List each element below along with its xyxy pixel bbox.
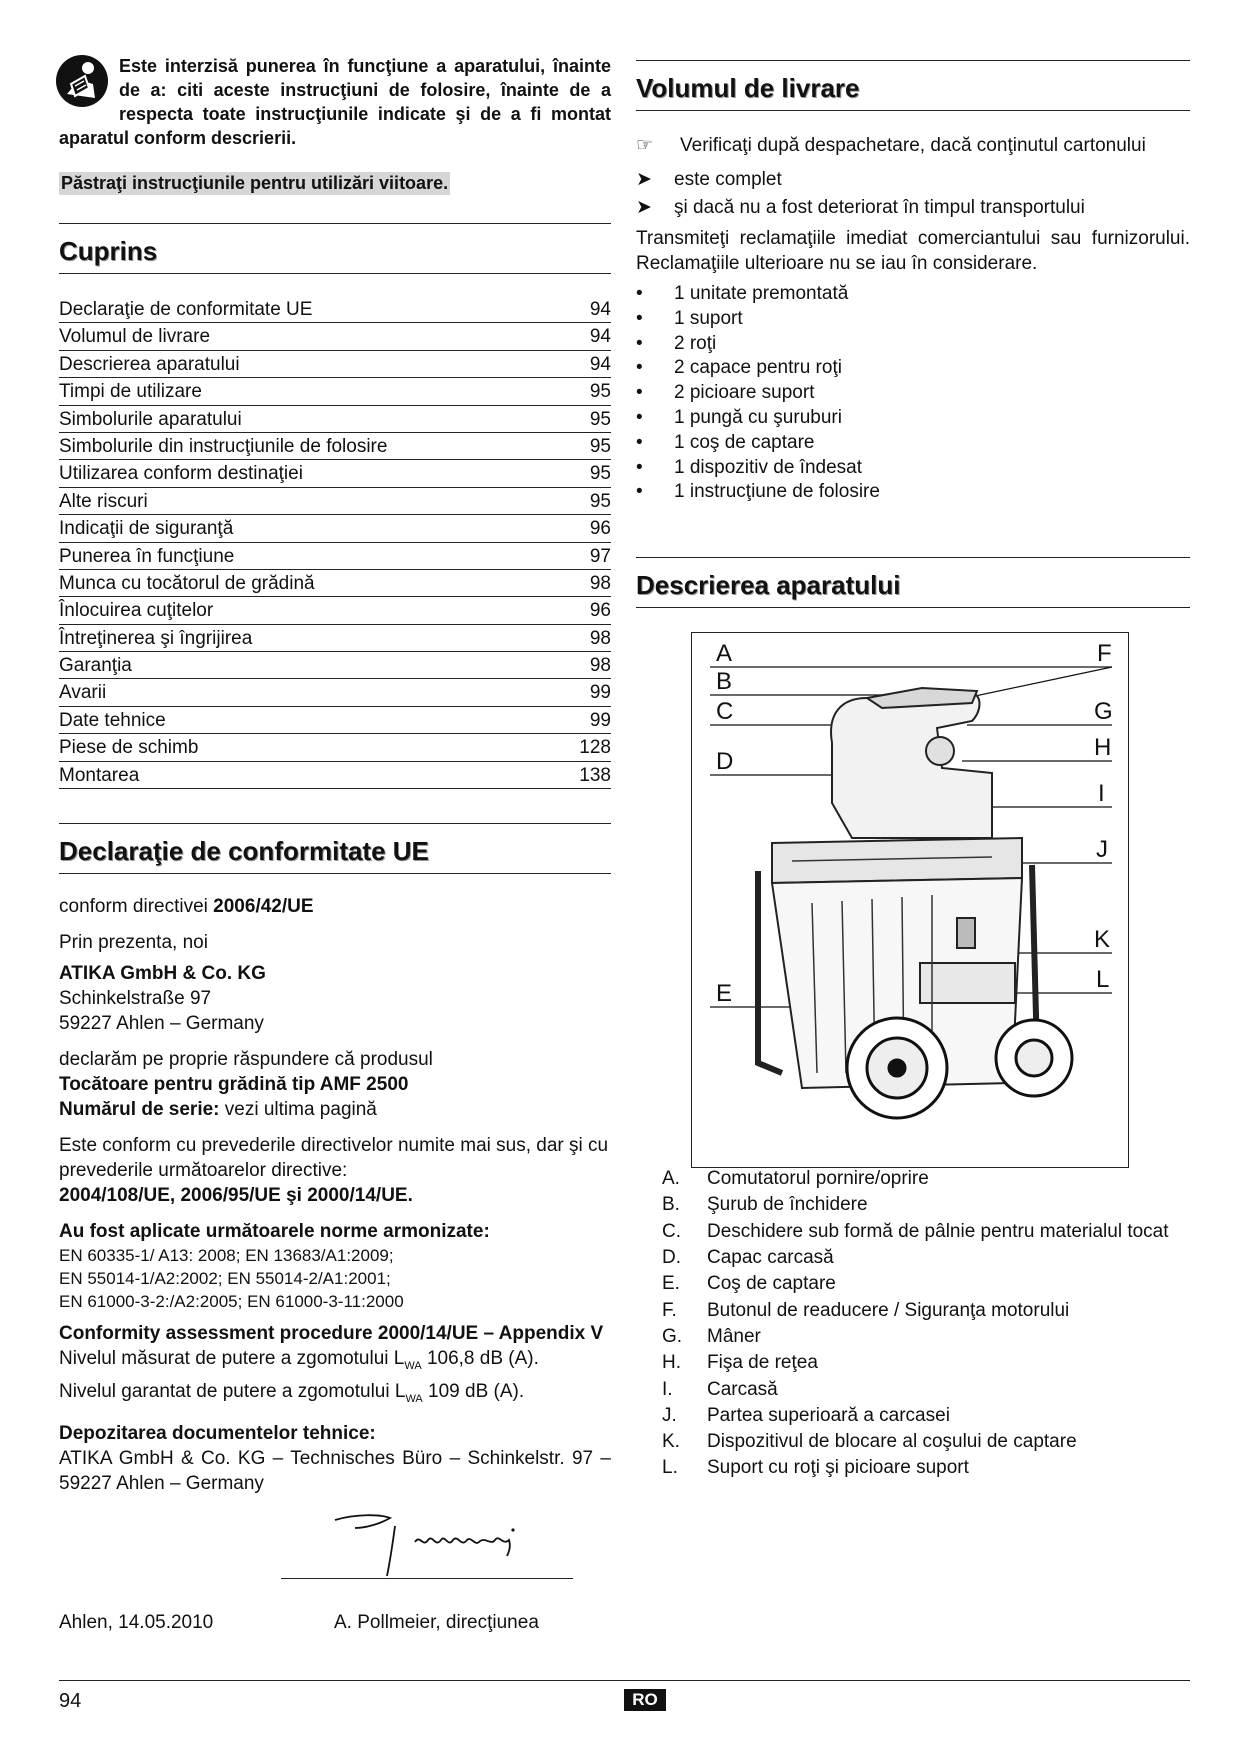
legend-item (662, 1350, 1190, 1376)
toc-row (59, 351, 611, 378)
toc-label: Utilizarea conform destinaţiei (59, 463, 303, 485)
delivery-checks (636, 166, 1190, 222)
delivery-item-text: 1 suport (674, 307, 743, 329)
page-number: 94 (59, 1690, 82, 1712)
diagram-label-f: F (1097, 640, 1112, 668)
delivery-item (636, 456, 1190, 481)
delivery-item-text: 1 pungă cu şuruburi (674, 406, 842, 428)
diagram-label-c: C (716, 698, 734, 726)
legend-item (662, 1192, 1190, 1218)
measured-noise (59, 1346, 611, 1379)
delivery-item-text: 1 dispozitiv de îndesat (674, 456, 863, 478)
toc-label: Garanţia (59, 655, 132, 677)
toc-row (59, 296, 611, 323)
legend-letter: G. (662, 1325, 683, 1347)
toc-page: 95 (589, 435, 611, 457)
read-manual-icon (55, 54, 109, 108)
complaints-text: Transmiteţi reclamaţiile imediat comerciantului sau furnizorului. Reclamaţiile ulterioare nu se iau în considerare. (636, 228, 1190, 274)
serial-line (59, 1097, 611, 1122)
signature-image (295, 1506, 595, 1586)
measured-prefix: Nivelul măsurat de putere a zgomotului L (59, 1348, 405, 1370)
toc-row (59, 378, 611, 405)
toc-row (59, 625, 611, 652)
delivery-item (636, 307, 1190, 332)
toc-label: Declaraţie de conformitate UE (59, 299, 313, 320)
legend-text: Suport cu roţi şi picioare suport (707, 1457, 969, 1479)
bullet-icon: • (636, 283, 643, 304)
legend-letter: I. (662, 1378, 673, 1400)
legend-letter: F. (662, 1299, 677, 1321)
delivery-item-text: 1 coş de captare (674, 431, 815, 453)
toc-row (59, 652, 611, 679)
diagram-label-a: A (716, 640, 733, 668)
toc-label: Înlocuirea cuţitelor (59, 600, 214, 622)
intro-text: Prin prezenta, noi (59, 932, 208, 954)
description-title: Descrierea aparatului (636, 557, 1190, 608)
shredder-drawing (692, 633, 1128, 1167)
signature-area (59, 1496, 611, 1592)
toc-row (59, 734, 611, 761)
diagram-label-i: I (1098, 780, 1105, 808)
left-column (59, 52, 611, 1634)
norm-line: EN 60335-1/ A13: 2008; EN 13683/A1:2009; (59, 1246, 394, 1266)
toc-label: Alte riscuri (59, 490, 148, 512)
delivery-item (636, 431, 1190, 456)
toc-page: 96 (589, 600, 611, 622)
delivery-check-text: Verificaţi după despachetare, dacă conţinutul cartonului (680, 135, 1146, 156)
toc-label: Indicaţii de siguranţă (59, 518, 234, 540)
toc-page: 94 (589, 326, 611, 348)
description-legend (662, 1166, 1190, 1482)
toc-row (59, 707, 611, 734)
directives-list: 2004/108/UE, 2006/95/UE şi 2000/14/UE. (59, 1185, 413, 1207)
legend-letter: J. (662, 1404, 677, 1426)
norm-line: EN 55014-1/A2:2002; EN 55014-2/A1:2001; (59, 1269, 391, 1289)
toc-label: Piese de schimb (59, 737, 199, 759)
legend-text: Partea superioară a carcasei (707, 1404, 950, 1426)
shredder-diagram (691, 632, 1129, 1168)
guaranteed-value: 109 dB (A). (422, 1380, 525, 1402)
warning-text: Este interzisă punerea în funcţiune a aparatului, înainte de a: citi aceste instrucţiuni de folosire, înainte de a respecta toate instrucţiunile indicate şi de a fi montat aparatul conform descrierii. (59, 56, 611, 148)
legend-item (662, 1245, 1190, 1271)
delivery-item (636, 356, 1190, 381)
legend-text: Deschidere sub formă de pâlnie pentru materialul tocat (707, 1220, 1169, 1242)
toc-page: 138 (579, 764, 611, 786)
diagram-label-g: G (1094, 698, 1113, 726)
legend-letter: C. (662, 1220, 681, 1242)
toc-label: Volumul de livrare (59, 326, 211, 348)
place-date: Ahlen, 14.05.2010 (59, 1611, 214, 1633)
legend-item (662, 1219, 1190, 1245)
toc-list (59, 296, 611, 789)
diagram-label-e: E (716, 980, 733, 1008)
toc-label: Descrierea aparatului (59, 353, 240, 375)
toc-row (59, 460, 611, 487)
legend-item (662, 1455, 1190, 1481)
delivery-check (636, 133, 1190, 158)
toc-title: Cuprins (59, 223, 611, 274)
legend-item (662, 1298, 1190, 1324)
conform-text: Este conform cu prevederile directivelor numite mai sus, dar şi cu prevederile următoarelor directive: (59, 1135, 609, 1182)
toc-page: 98 (589, 572, 611, 594)
toc-label: Punerea în funcţiune (59, 545, 235, 567)
toc-label: Montarea (59, 764, 140, 786)
delivery-item (636, 332, 1190, 357)
toc-page: 94 (589, 353, 611, 375)
check-item (636, 194, 1190, 222)
legend-letter: D. (662, 1247, 681, 1269)
delivery-item-text: 2 capace pentru roţi (674, 357, 842, 379)
directive-line (59, 894, 611, 919)
warning-block (59, 54, 611, 150)
legend-item (662, 1403, 1190, 1429)
diagram-label-j: J (1096, 836, 1108, 864)
legend-item (662, 1271, 1190, 1297)
diagram-label-k: K (1094, 926, 1111, 954)
diagram-label-h: H (1094, 734, 1112, 762)
delivery-item-text: 2 picioare suport (674, 382, 815, 404)
measured-sub: WA (404, 1359, 422, 1372)
legend-letter: L. (662, 1457, 678, 1479)
measured-value: 106,8 dB (A). (421, 1348, 539, 1370)
check-item (636, 166, 1190, 194)
declaration-title: Declaraţie de conformitate UE (59, 823, 611, 874)
toc-page: 95 (589, 408, 611, 430)
legend-text: Şurub de închidere (707, 1194, 868, 1216)
language-badge: RO (624, 1689, 666, 1711)
directive-prefix: conform directivei (59, 896, 214, 918)
legend-text: Dispozitivul de blocare al coşului de captare (707, 1431, 1077, 1453)
pointing-hand-icon: ☞ (636, 135, 654, 156)
bullet-icon: • (636, 431, 643, 453)
toc-page: 95 (589, 490, 611, 512)
delivery-item (636, 406, 1190, 431)
company-street: Schinkelstraße 97 (59, 988, 212, 1010)
toc-page: 128 (579, 737, 611, 759)
norms-title: Au fost aplicate următoarele norme armonizate: (59, 1221, 490, 1243)
toc-page: 98 (589, 627, 611, 649)
delivery-item (636, 282, 1190, 307)
toc-page: 98 (589, 655, 611, 677)
legend-letter: K. (662, 1431, 680, 1453)
toc-page: 94 (589, 299, 611, 320)
delivery-items (636, 282, 1190, 505)
toc-page: 95 (589, 463, 611, 485)
procedure-title: Conformity assessment procedure 2000/14/UE – Appendix V (59, 1323, 604, 1345)
legend-text: Fişa de reţea (707, 1352, 818, 1374)
delivery-item-text: 1 unitate premontată (674, 283, 849, 304)
toc-row (59, 406, 611, 433)
legend-text: Carcasă (707, 1378, 778, 1400)
signatory: A. Pollmeier, direcţiunea (334, 1611, 539, 1633)
toc-row (59, 597, 611, 624)
legend-letter: E. (662, 1273, 680, 1295)
legend-text: Capac carcasă (707, 1247, 834, 1269)
check-item-text: este complet (674, 169, 782, 190)
product-name: Tocătoare pentru grădină tip AMF 2500 (59, 1074, 409, 1096)
statement-text: declarăm pe proprie răspundere că produsul (59, 1049, 433, 1071)
bullet-icon: • (636, 406, 643, 428)
bullet-icon: • (636, 332, 643, 354)
diagram-label-l: L (1096, 966, 1110, 994)
signature-line (281, 1578, 573, 1579)
norm-line: EN 61000-3-2:/A2:2005; EN 61000-3-11:2000 (59, 1292, 404, 1312)
storage-title: Depozitarea documentelor tehnice: (59, 1422, 376, 1444)
toc-row (59, 679, 611, 706)
toc-row (59, 543, 611, 570)
check-item-text: şi dacă nu a fost deteriorat în timpul transportului (674, 197, 1085, 218)
legend-text: Mâner (707, 1325, 761, 1347)
arrow-bullet-icon: ➤ (636, 197, 652, 218)
guaranteed-prefix: Nivelul garantat de putere a zgomotului L (59, 1380, 406, 1402)
arrow-bullet-icon: ➤ (636, 169, 652, 190)
delivery-item (636, 480, 1190, 505)
toc-page: 96 (589, 518, 611, 540)
legend-letter: H. (662, 1352, 681, 1374)
bullet-icon: • (636, 382, 643, 404)
toc-label: Timpi de utilizare (59, 381, 202, 403)
toc-row (59, 323, 611, 350)
legend-item (662, 1429, 1190, 1455)
legend-text: Butonul de readucere / Siguranţa motorului (707, 1299, 1070, 1321)
bullet-icon: • (636, 481, 643, 503)
company-city: 59227 Ahlen – Germany (59, 1013, 264, 1035)
delivery-item-text: 2 roţi (674, 332, 717, 354)
footer-rule (59, 1680, 1190, 1681)
bullet-icon: • (636, 307, 643, 329)
guaranteed-noise (59, 1379, 611, 1412)
toc-label: Simbolurile din instrucţiunile de folosire (59, 435, 388, 457)
legend-text: Coş de captare (707, 1273, 836, 1295)
diagram-label-d: D (716, 748, 734, 776)
toc-label: Simbolurile aparatului (59, 408, 242, 430)
legend-item (662, 1166, 1190, 1192)
toc-page: 99 (589, 709, 611, 731)
toc-row (59, 570, 611, 597)
delivery-title: Volumul de livrare (636, 60, 1190, 111)
toc-label: Date tehnice (59, 709, 166, 731)
bullet-icon: • (636, 456, 643, 478)
legend-text: Comutatorul pornire/oprire (707, 1168, 929, 1190)
legend-item (662, 1377, 1190, 1403)
toc-page: 99 (589, 682, 611, 704)
guaranteed-sub: WA (405, 1392, 423, 1405)
toc-label: Avarii (59, 682, 107, 704)
toc-page: 97 (589, 545, 611, 567)
right-column (636, 52, 1190, 1482)
legend-letter: A. (662, 1168, 680, 1190)
serial-label: Numărul de serie: (59, 1099, 220, 1121)
directive-code: 2006/42/UE (213, 896, 314, 918)
toc-label: Munca cu tocătorul de grădină (59, 572, 315, 594)
diagram-area (636, 608, 1190, 1162)
delivery-item (636, 381, 1190, 406)
delivery-item-text: 1 instrucţiune de folosire (674, 481, 880, 503)
company-name: ATIKA GmbH & Co. KG (59, 963, 266, 985)
keep-instructions-note: Păstraţi instrucţiunile pentru utilizări viitoare. (61, 173, 449, 193)
serial-value: vezi ultima pagină (219, 1099, 377, 1121)
signature-caption (59, 1612, 611, 1634)
toc-page: 95 (589, 381, 611, 403)
diagram-label-b: B (716, 668, 733, 696)
toc-label: Întreţinerea şi îngrijirea (59, 627, 253, 649)
toc-row (59, 515, 611, 542)
toc-row (59, 433, 611, 460)
bullet-icon: • (636, 357, 643, 379)
toc-row (59, 762, 611, 789)
storage-text: ATIKA GmbH & Co. KG – Technisches Büro – Schinkelstr. 97 – 59227 Ahlen – Germany (59, 1447, 611, 1494)
legend-item (662, 1324, 1190, 1350)
toc-row (59, 488, 611, 515)
legend-letter: B. (662, 1194, 680, 1216)
